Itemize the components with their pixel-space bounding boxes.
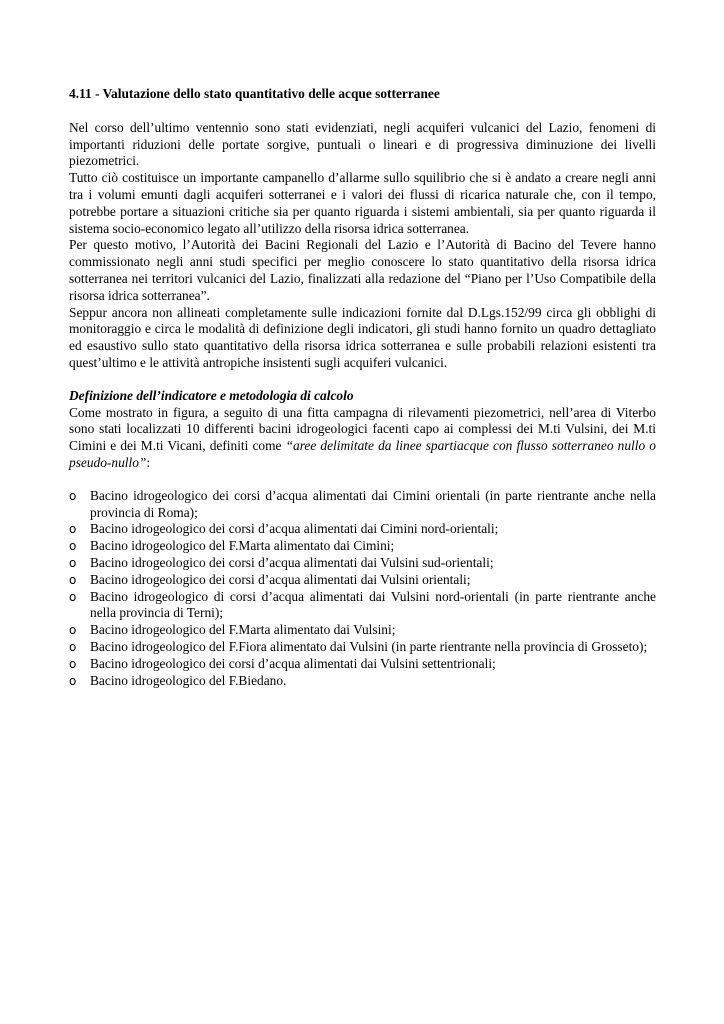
list-item-text: Bacino idrogeologico dei corsi d’acqua alimentati dai Vulsini orientali; <box>90 571 471 587</box>
list-item-text: Bacino idrogeologico dei corsi d’acqua alimentati dai Cimini nord-orientali; <box>90 521 499 537</box>
bullet-icon: o <box>69 488 77 503</box>
intro-paragraph <box>69 405 656 472</box>
intro-text: Come mostrato in figura, a seguito di una fitta campagna di rilevamenti piezometrici, nell’area di Viterbo sono stati localizzati 10 differenti bacini idrogeologici facenti capo ai complessi dei M.ti Vulsini, dei M.ti Cimini e dei M.ti Vicani, definiti come <box>69 404 656 454</box>
basin-list <box>69 488 656 690</box>
bullet-icon: o <box>69 572 77 587</box>
list-item <box>69 538 656 555</box>
paragraph-3: Per questo motivo, l’Autorità dei Bacini Regionali del Lazio e l’Autorità di Bacino del Tevere hanno commissionato negli anni studi specifici per meglio conoscere lo stato quantitativo della risorsa idrica sotterranea nei territori vulcanici del Lazio, finalizzati alla redazione del “Piano per l’Uso Compatibile della risorsa idrica sotterranea”. <box>69 237 656 303</box>
list-item-text: Bacino idrogeologico dei corsi d’acqua alimentati dai Cimini orientali (in parte rientrante anche nella provincia di Roma); <box>90 487 656 520</box>
list-item <box>69 488 656 522</box>
bullet-icon: o <box>69 555 77 570</box>
bullet-icon: o <box>69 673 77 688</box>
paragraph-2: Tutto ciò costituisce un importante campanello d’allarme sullo squilibrio che si è andato a creare negli anni tra i volumi emunti dagli acquiferi sotterranei e i valori dei flussi di ricarica naturale che, con il tempo, potrebbe portare a situazioni critiche sia per quanto riguarda i sistemi ambientali, sia per quanto riguarda il sistema socio-economico legato all’utilizzo della risorsa idrica sotterranea. <box>69 170 656 236</box>
list-item <box>69 639 656 656</box>
list-item <box>69 622 656 639</box>
paragraph-4: Seppur ancora non allineati completamente sulle indicazioni fornite dal D.Lgs.152/99 circa gli obblighi di monitoraggio e circa le modalità di definizione degli indicatori, gli studi hanno fornito un quadro dettagliato ed esaustivo sullo stato quantitativo della risorsa idrica sotterranea e sulle probabili relazioni esistenti tra quest’ultimo e le attività antropiche insistenti sugli acquiferi vulcanici. <box>69 304 656 370</box>
list-item <box>69 572 656 589</box>
bullet-icon: o <box>69 639 77 654</box>
document-page <box>69 86 656 689</box>
list-item <box>69 521 656 538</box>
list-item-text: Bacino idrogeologico del F.Fiora alimentato dai Vulsini (in parte rientrante nella provincia di Grosseto); <box>90 638 648 654</box>
bullet-icon: o <box>69 656 77 671</box>
list-item <box>69 555 656 572</box>
paragraph-1: Nel corso dell’ultimo ventennio sono stati evidenziati, negli acquiferi vulcanici del Lazio, fenomeni di importanti riduzioni delle portate sorgive, puntuali o lineari e di progressiva diminuzione dei livelli piezometrici. <box>69 119 656 169</box>
list-item <box>69 589 656 623</box>
section-title: 4.11 - Valutazione dello stato quantitativo delle acque sotterranee <box>69 86 440 101</box>
list-item-text: Bacino idrogeologico dei corsi d’acqua alimentati dai Vulsini settentrionali; <box>90 655 496 671</box>
list-item-text: Bacino idrogeologico del F.Biedano. <box>90 672 287 688</box>
list-item-text: Bacino idrogeologico del F.Marta alimentato dai Vulsini; <box>90 622 396 638</box>
bullet-icon: o <box>69 623 77 638</box>
intro-suffix: : <box>146 454 151 470</box>
list-item <box>69 656 656 673</box>
list-item <box>69 673 656 690</box>
bullet-icon: o <box>69 539 77 554</box>
subheading: Definizione dell’indicatore e metodologia di calcolo <box>69 387 354 403</box>
intro-quote: “aree delimitate da linee spartiacque con flusso sotterraneo nullo o pseudo-nullo” <box>69 438 656 470</box>
bullet-icon: o <box>69 589 77 604</box>
list-item-text: Bacino idrogeologico del F.Marta alimentato dai Cimini; <box>90 538 395 554</box>
list-item-text: Bacino idrogeologico dei corsi d’acqua alimentati dai Vulsini sud-orientali; <box>90 554 494 570</box>
bullet-icon: o <box>69 522 77 537</box>
list-item-text: Bacino idrogeologico di corsi d’acqua alimentati dai Vulsini nord-orientali (in parte rientrante anche nella provincia di Terni); <box>90 588 656 621</box>
